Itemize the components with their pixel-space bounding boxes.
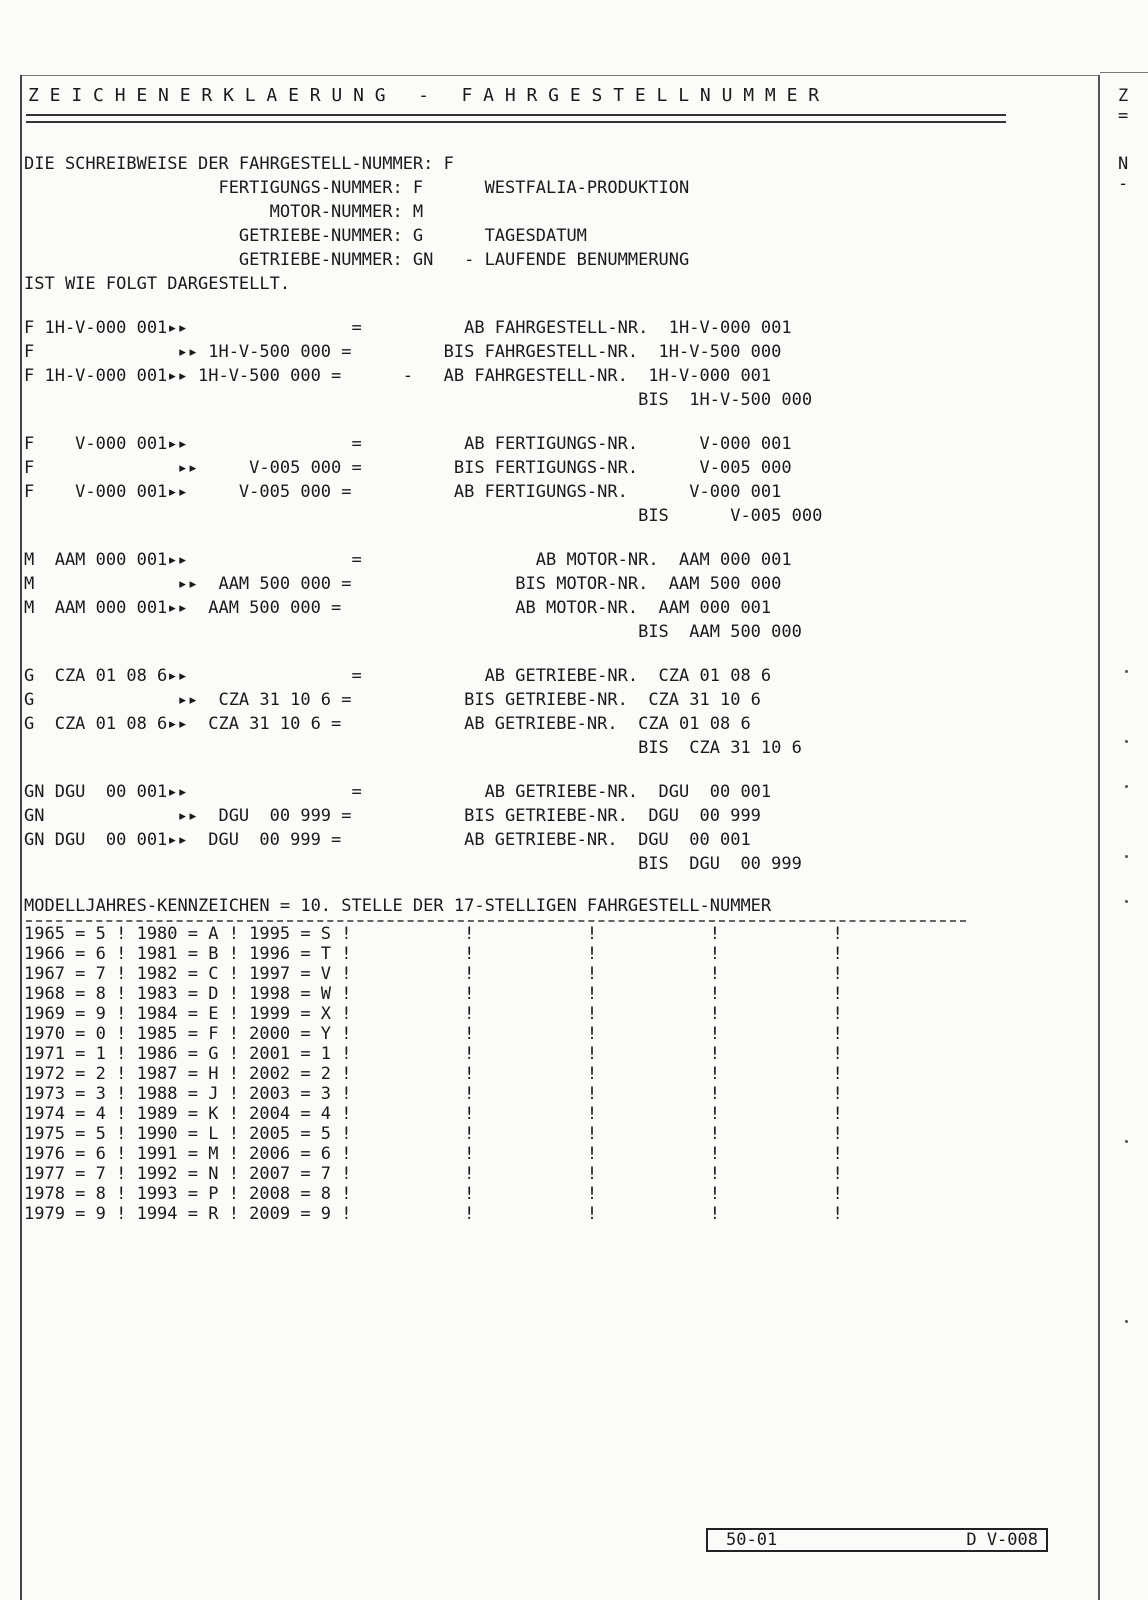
model-year-row: 1975 = 5 ! 1990 = L ! 2005 = 5 ! ! ! ! ! bbox=[24, 1124, 843, 1144]
model-year-row: 1974 = 4 ! 1989 = K ! 2004 = 4 ! ! ! ! ! bbox=[24, 1104, 843, 1124]
page-title: Z E I C H E N E R K L A E R U N G - F A H R G E S T E L L N U M M E R bbox=[28, 85, 820, 106]
next-page-fragment: Z bbox=[1118, 86, 1129, 106]
frame-right-border bbox=[1098, 75, 1100, 1600]
model-year-heading: MODELLJAHRES-KENNZEICHEN = 10. STELLE DER 17-STELLIGEN FAHRGESTELL-NUMMER bbox=[24, 896, 772, 916]
model-year-row: 1969 = 9 ! 1984 = E ! 1999 = X ! ! ! ! ! bbox=[24, 1004, 843, 1024]
scan-speck bbox=[1125, 900, 1128, 903]
title-double-rule bbox=[26, 114, 1006, 123]
next-page-top-border bbox=[1100, 72, 1148, 73]
frame-top-border bbox=[20, 75, 1098, 76]
model-year-row: 1976 = 6 ! 1991 = M ! 2006 = 6 ! ! ! ! ! bbox=[24, 1144, 843, 1164]
model-year-row: 1972 = 2 ! 1987 = H ! 2002 = 2 ! ! ! ! ! bbox=[24, 1064, 843, 1084]
model-year-row: 1966 = 6 ! 1981 = B ! 1996 = T ! ! ! ! ! bbox=[24, 944, 843, 964]
notation-line: F 1H-V-000 001▸▸ 1H-V-500 000 = - AB FAHRGESTELL-NR. 1H-V-000 001 bbox=[24, 366, 772, 386]
scan-speck bbox=[1125, 1320, 1128, 1323]
notation-line: BIS V-005 000 bbox=[24, 506, 823, 526]
footer-code: D V-008 bbox=[966, 1530, 1038, 1550]
notation-line: M AAM 000 001▸▸ = AB MOTOR-NR. AAM 000 001 bbox=[24, 550, 792, 570]
intro-line: DIE SCHREIBWEISE DER FAHRGESTELL-NUMMER: F bbox=[24, 154, 454, 174]
next-page-fragment: N bbox=[1118, 154, 1129, 174]
notation-line: BIS 1H-V-500 000 bbox=[24, 390, 813, 410]
notation-line: GN ▸▸ DGU 00 999 = BIS GETRIEBE-NR. DGU 00 999 bbox=[24, 806, 761, 826]
notation-line: GN DGU 00 001▸▸ DGU 00 999 = AB GETRIEBE-NR. DGU 00 001 bbox=[24, 830, 751, 850]
scan-speck bbox=[1125, 855, 1128, 858]
notation-line: G CZA 01 08 6▸▸ CZA 31 10 6 = AB GETRIEBE-NR. CZA 01 08 6 bbox=[24, 714, 751, 734]
model-year-row: 1967 = 7 ! 1982 = C ! 1997 = V ! ! ! ! ! bbox=[24, 964, 843, 984]
notation-line: F V-000 001▸▸ V-005 000 = AB FERTIGUNGS-NR. V-000 001 bbox=[24, 482, 782, 502]
next-page-fragment: = bbox=[1118, 106, 1129, 126]
model-year-row: 1970 = 0 ! 1985 = F ! 2000 = Y ! ! ! ! ! bbox=[24, 1024, 843, 1044]
notation-line: BIS DGU 00 999 bbox=[24, 854, 802, 874]
dashed-rule bbox=[26, 920, 966, 922]
model-year-row: 1971 = 1 ! 1986 = G ! 2001 = 1 ! ! ! ! ! bbox=[24, 1044, 843, 1064]
notation-line: F ▸▸ 1H-V-500 000 = BIS FAHRGESTELL-NR. 1H-V-500 000 bbox=[24, 342, 782, 362]
intro-line: MOTOR-NUMMER: M bbox=[24, 202, 424, 222]
model-year-row: 1965 = 5 ! 1980 = A ! 1995 = S ! ! ! ! ! bbox=[24, 924, 843, 944]
intro-line: IST WIE FOLGT DARGESTELLT. bbox=[24, 274, 291, 294]
footer-section: 50-01 bbox=[726, 1530, 778, 1550]
notation-line: F 1H-V-000 001▸▸ = AB FAHRGESTELL-NR. 1H-V-000 001 bbox=[24, 318, 792, 338]
notation-line: GN DGU 00 001▸▸ = AB GETRIEBE-NR. DGU 00 001 bbox=[24, 782, 772, 802]
notation-line: M ▸▸ AAM 500 000 = BIS MOTOR-NR. AAM 500 000 bbox=[24, 574, 782, 594]
model-year-row: 1979 = 9 ! 1994 = R ! 2009 = 9 ! ! ! ! ! bbox=[24, 1204, 843, 1224]
scan-speck bbox=[1125, 670, 1128, 673]
notation-line: BIS CZA 31 10 6 bbox=[24, 738, 802, 758]
next-page-fragment: - bbox=[1118, 174, 1129, 194]
intro-line: GETRIEBE-NUMMER: GN - LAUFENDE BENUMMERUNG bbox=[24, 250, 690, 270]
model-year-row: 1973 = 3 ! 1988 = J ! 2003 = 3 ! ! ! ! ! bbox=[24, 1084, 843, 1104]
notation-line: G ▸▸ CZA 31 10 6 = BIS GETRIEBE-NR. CZA 31 10 6 bbox=[24, 690, 761, 710]
footer-reference-box bbox=[706, 1528, 1048, 1552]
intro-line: FERTIGUNGS-NUMMER: F WESTFALIA-PRODUKTION bbox=[24, 178, 690, 198]
scan-speck bbox=[1125, 1140, 1128, 1143]
model-year-row: 1968 = 8 ! 1983 = D ! 1998 = W ! ! ! ! ! bbox=[24, 984, 843, 1004]
scan-speck bbox=[1125, 740, 1128, 743]
model-year-row: 1978 = 8 ! 1993 = P ! 2008 = 8 ! ! ! ! ! bbox=[24, 1184, 843, 1204]
frame-left-border bbox=[20, 75, 22, 1600]
notation-line: BIS AAM 500 000 bbox=[24, 622, 802, 642]
model-year-row: 1977 = 7 ! 1992 = N ! 2007 = 7 ! ! ! ! ! bbox=[24, 1164, 843, 1184]
notation-line: M AAM 000 001▸▸ AAM 500 000 = AB MOTOR-NR. AAM 000 001 bbox=[24, 598, 772, 618]
notation-line: F V-000 001▸▸ = AB FERTIGUNGS-NR. V-000 001 bbox=[24, 434, 792, 454]
notation-line: F ▸▸ V-005 000 = BIS FERTIGUNGS-NR. V-005 000 bbox=[24, 458, 792, 478]
scan-speck bbox=[1125, 785, 1128, 788]
notation-line: G CZA 01 08 6▸▸ = AB GETRIEBE-NR. CZA 01 08 6 bbox=[24, 666, 772, 686]
intro-line: GETRIEBE-NUMMER: G TAGESDATUM bbox=[24, 226, 587, 246]
